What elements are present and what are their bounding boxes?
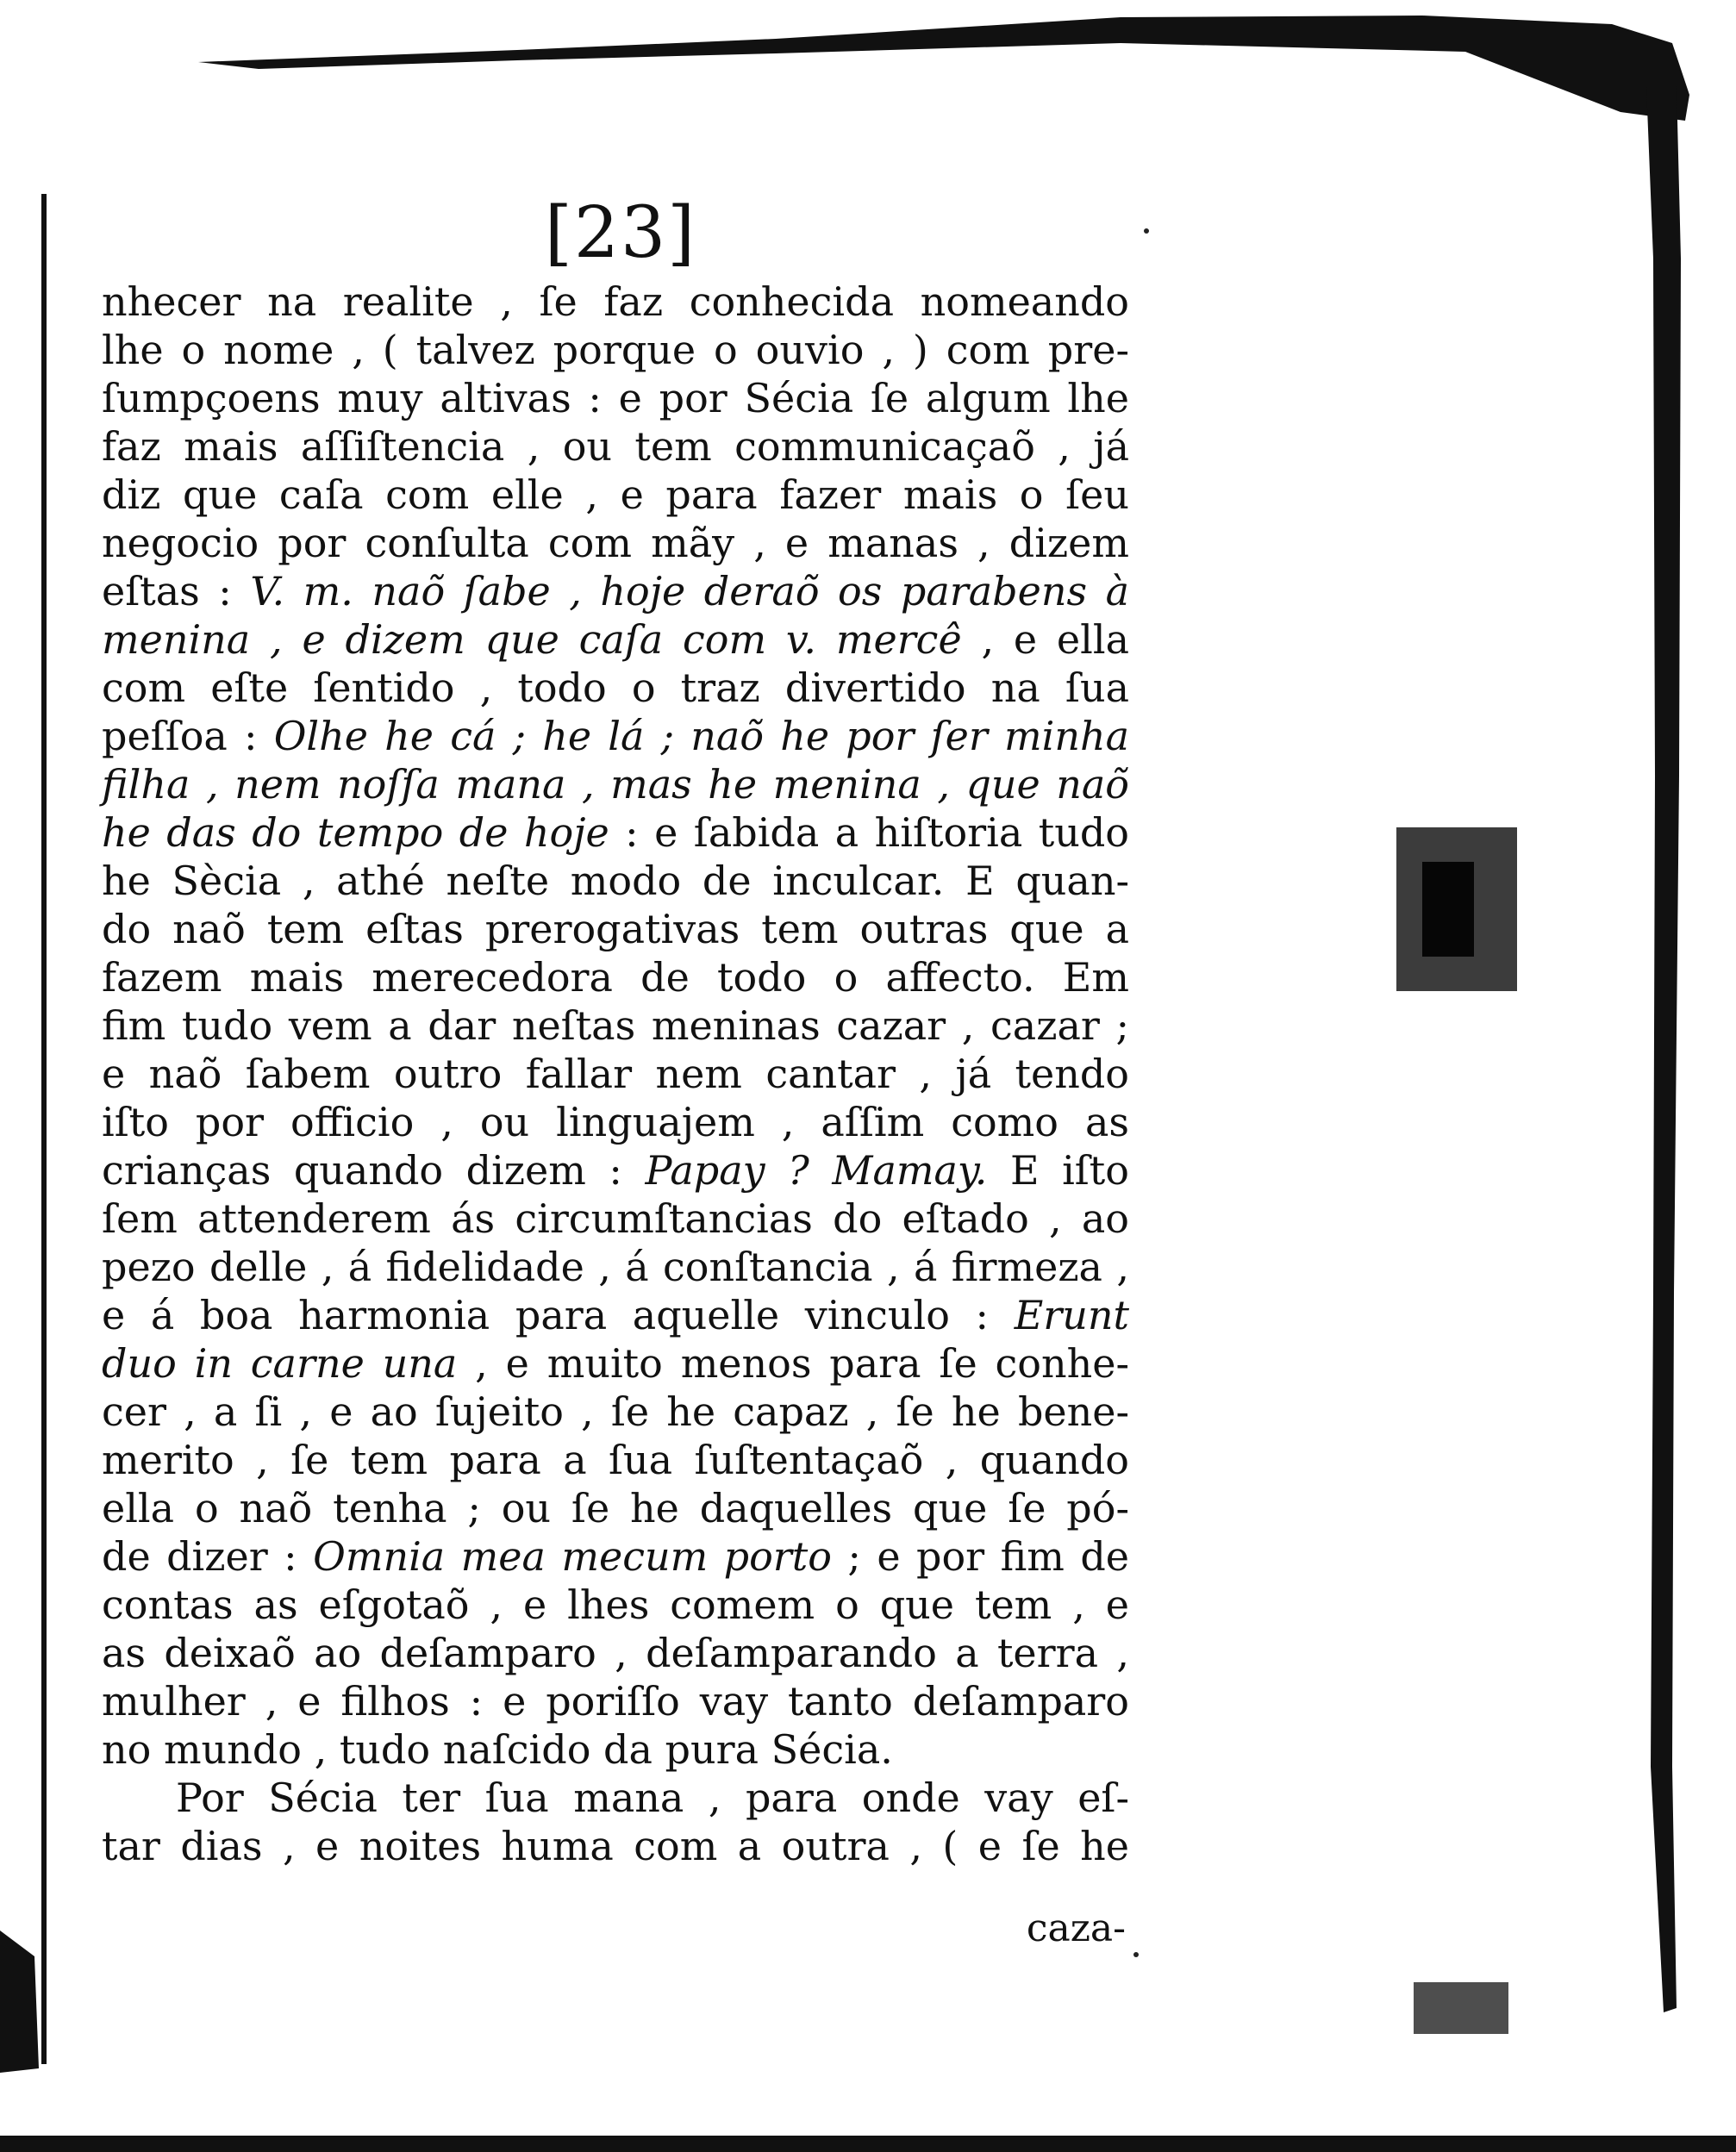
italic-text: Papay ? Mamay.	[645, 1147, 988, 1194]
text-line	[102, 1484, 1129, 1532]
text-line	[102, 1195, 1129, 1243]
text-segment: tar dias , e noites huma com a outra , ( e ſe he	[102, 1823, 1129, 1869]
text-segment: e á boa harmonia para aquelle vinculo :	[102, 1292, 1015, 1338]
text-segment: E iſto	[987, 1147, 1129, 1194]
italic-text: menina , e dizem que caſa com v. mercê	[102, 616, 962, 663]
text-line	[102, 905, 1129, 953]
text-segment: contas as eſgotaõ , e lhes comem o que tem , e	[102, 1581, 1129, 1628]
text-segment: : e ſabida a hiſtoria tudo	[609, 809, 1129, 856]
text-line	[102, 519, 1129, 567]
text-segment: he Sècia , athé neſte modo de inculcar. E quan-	[102, 858, 1129, 904]
text-segment: ella o naõ tenha ; ou ſe he daquelles que ſe pó-	[102, 1485, 1129, 1531]
text-line	[102, 471, 1129, 519]
italic-text: filha , nem noſſa mana , mas he menina , que naõ	[102, 761, 1129, 808]
text-segment: ſumpçoens muy altivas : e por Sécia ſe algum lhe	[102, 375, 1129, 421]
text-segment: faz mais aſſiſtencia , ou tem communicaçaõ , já	[102, 423, 1129, 470]
text-line	[102, 1339, 1129, 1388]
text-line	[102, 1050, 1129, 1098]
text-segment: diz que caſa com elle , e para fazer mais o ſeu	[102, 471, 1129, 518]
text-line	[102, 664, 1129, 712]
text-line	[102, 1243, 1129, 1291]
text-line	[102, 1629, 1129, 1677]
text-line	[102, 1001, 1129, 1050]
italic-text: Omnia mea mecum porto	[313, 1533, 832, 1580]
text-segment: e naõ ſabem outro fallar nem cantar , já tendo	[102, 1051, 1129, 1097]
italic-text: V. m. naõ ſabe , hoje deraõ os parabens à	[250, 568, 1130, 614]
text-line	[102, 1098, 1129, 1146]
italic-text: Erunt	[1014, 1292, 1129, 1338]
text-line	[102, 1774, 1129, 1822]
text-line	[102, 1725, 1129, 1774]
text-segment: ſem attenderem ás circumſtancias do eſtado , ao	[102, 1195, 1129, 1242]
text-segment: lhe o nome , ( talvez porque o ouvio , ) com pre-	[102, 327, 1129, 373]
text-line	[102, 953, 1129, 1001]
text-line	[102, 1581, 1129, 1629]
text-line	[102, 857, 1129, 905]
text-segment: merito , ſe tem para a ſua ſuſtentaçaõ , quando	[102, 1437, 1129, 1483]
italic-text: Olhe he cá ; he lá ; naõ he por ſer minha	[273, 713, 1129, 759]
catchword: caza-	[1026, 1906, 1126, 1950]
text-line	[102, 760, 1129, 808]
text-segment: crianças quando dizem :	[102, 1147, 646, 1194]
text-segment: nhecer na realite , ſe faz conhecida nomeando	[102, 278, 1129, 325]
text-segment: pezo delle , á fidelidade , á conſtancia , á firmeza ,	[102, 1244, 1129, 1290]
text-line	[102, 1146, 1129, 1195]
text-line	[102, 712, 1129, 760]
text-segment: , e ella	[961, 616, 1129, 663]
italic-text: he das do tempo de hoje	[102, 809, 609, 856]
italic-text: duo in carne una	[102, 1340, 458, 1387]
text-segment: de dizer :	[102, 1533, 314, 1580]
text-segment: mulher , e filhos : e poriſſo vay tanto deſamparo	[102, 1678, 1129, 1725]
text-line	[102, 1388, 1129, 1436]
text-segment: fim tudo vem a dar neſtas meninas cazar , cazar ;	[102, 1002, 1129, 1049]
text-segment: cer , a ſi , e ao ſujeito , ſe he capaz , ſe he bene-	[102, 1388, 1129, 1435]
text-segment: do naõ tem eſtas prerogativas tem outras que a	[102, 906, 1129, 952]
text-segment: Por Sécia ter ſua mana , para onde vay eſ-	[176, 1775, 1129, 1821]
text-line	[102, 1436, 1129, 1484]
text-segment: ; e por fim de	[831, 1533, 1130, 1580]
text-line	[102, 567, 1129, 615]
text-line	[102, 326, 1129, 374]
text-line	[102, 278, 1129, 326]
text-segment: no mundo , tudo naſcido da pura Sécia.	[102, 1726, 893, 1773]
text-segment: negocio por conſulta com mãy , e manas , dizem	[102, 520, 1129, 566]
text-segment: peſſoa :	[102, 713, 274, 759]
text-segment: com eſte ſentido , todo o traz divertido na ſua	[102, 664, 1129, 711]
body-text	[102, 278, 1129, 1870]
text-line	[102, 1677, 1129, 1725]
text-segment: , e muito menos para ſe conhe-	[457, 1340, 1129, 1387]
text-line	[102, 1822, 1129, 1870]
text-line	[102, 1532, 1129, 1581]
text-segment: as deixaõ ao deſamparo , deſamparando a terra ,	[102, 1630, 1129, 1676]
text-line	[102, 808, 1129, 857]
text-segment: eſtas :	[102, 568, 251, 614]
text-segment: iſto por officio , ou linguajem , aſſim como as	[102, 1099, 1129, 1145]
text-line	[102, 374, 1129, 422]
text-line	[102, 615, 1129, 664]
text-segment: fazem mais merecedora de todo o affecto. Em	[102, 954, 1129, 1001]
text-line	[102, 422, 1129, 471]
page-number: [23]	[544, 192, 697, 274]
text-line	[102, 1291, 1129, 1339]
